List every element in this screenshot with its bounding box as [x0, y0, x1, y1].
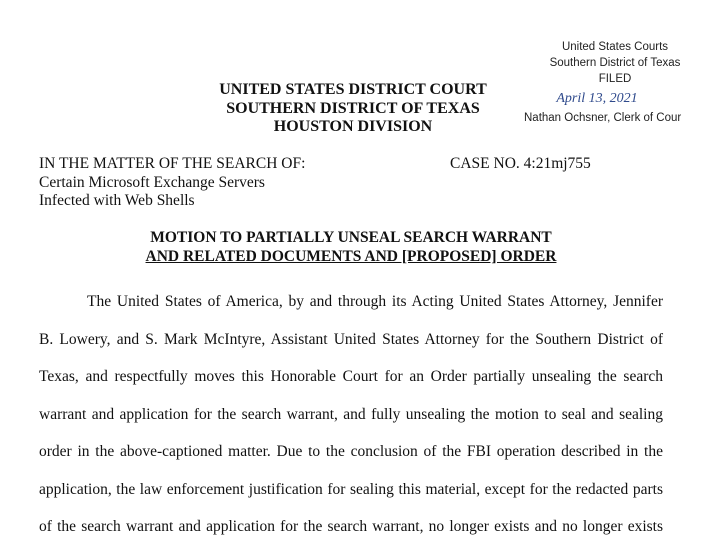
stamp-date: April 13, 2021 — [556, 91, 638, 106]
filed-stamp — [520, 39, 710, 126]
body-line: B. Lowery, and S. Mark McIntyre, Assistant United States Attorney for the Southern District of — [39, 330, 663, 348]
body-line: of the search warrant and application for the search warrant, no longer exists and no longer exists — [39, 518, 663, 535]
motion-title-line2: AND RELATED DOCUMENTS AND [PROPOSED] ORDER — [145, 247, 557, 265]
motion-body — [39, 283, 663, 546]
matter-line1: IN THE MATTER OF THE SEARCH OF: — [39, 155, 306, 172]
case-number: CASE NO. 4:21mj755 — [450, 155, 591, 172]
stamp-district: Southern District of Texas — [549, 57, 681, 69]
body-line: order in the above-captioned matter. Due to the conclusion of the FBI operation described in the — [39, 443, 663, 460]
stamp-status: FILED — [598, 73, 632, 85]
court-header-line3: HOUSTON DIVISION — [273, 118, 433, 135]
motion-title-line1: MOTION TO PARTIALLY UNSEAL SEARCH WARRANT — [150, 229, 552, 246]
matter-line2: Certain Microsoft Exchange Servers — [39, 173, 265, 191]
court-header-line2: SOUTHERN DISTRICT OF TEXAS — [226, 99, 480, 117]
body-line: warrant and application for the search warrant, and fully unsealing the motion to seal and sealing — [39, 405, 663, 423]
stamp-court: United States Courts — [561, 41, 669, 53]
matter-line3: Infected with Web Shells — [39, 192, 195, 209]
stamp-clerk: Nathan Ochsner, Clerk of Cour — [524, 112, 682, 124]
court-header — [190, 81, 516, 137]
body-line: The United States of America, by and through its Acting United States Attorney, Jennifer — [87, 293, 663, 310]
motion-title — [39, 229, 663, 266]
body-line: Texas, and respectfully moves this Honorable Court for an Order partially unsealing the search — [39, 368, 663, 385]
court-header-line1: UNITED STATES DISTRICT COURT — [219, 81, 487, 98]
body-line: application, the law enforcement justification for sealing this material, except for the redacted parts — [39, 480, 663, 498]
matter-caption — [39, 155, 305, 211]
